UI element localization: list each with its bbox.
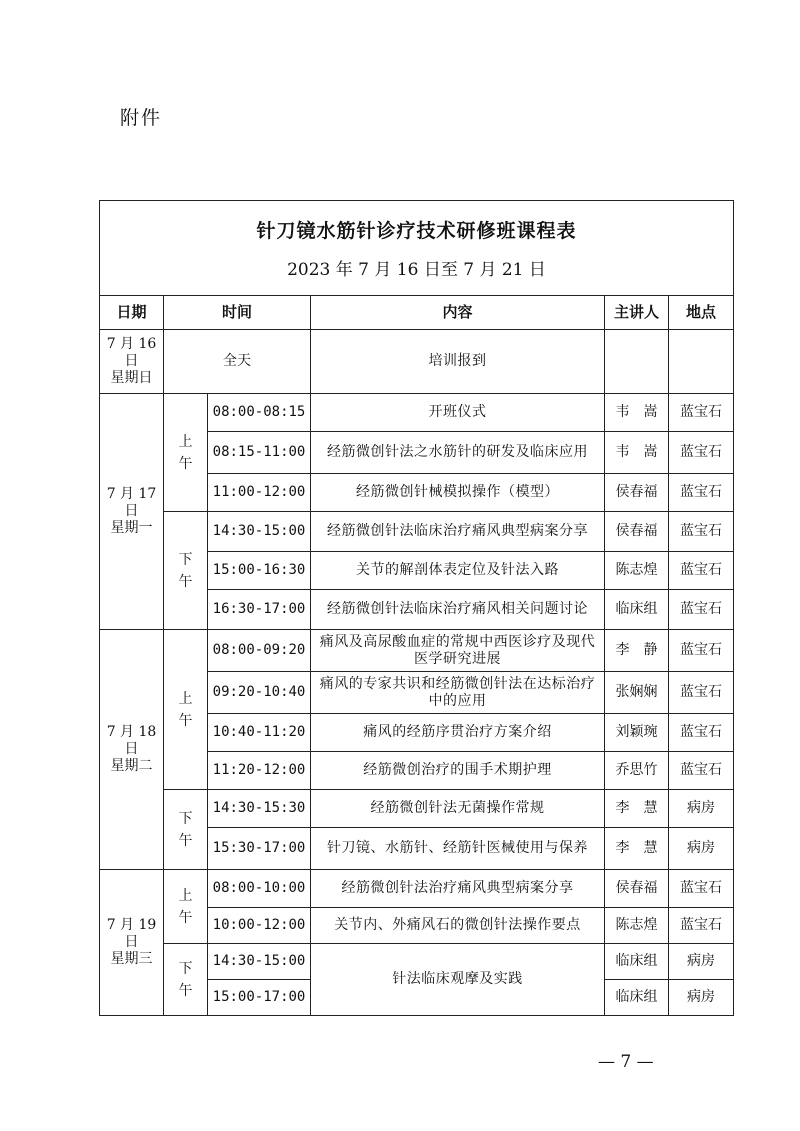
weekday: 星期二 (110, 758, 153, 774)
location-cell: 蓝宝石 (669, 590, 734, 630)
table-row (100, 394, 734, 432)
time-cell: 14:30-15:00 (208, 944, 311, 980)
lecturer-cell: 韦 嵩 (605, 394, 669, 432)
time-cell: 10:00-12:00 (208, 908, 311, 944)
time-cell: 09:20-10:40 (208, 672, 311, 714)
lecturer-cell: 临床组 (605, 980, 669, 1016)
table-title-row (100, 201, 734, 296)
date-cell (100, 870, 164, 1016)
lecturer-cell: 李 静 (605, 630, 669, 672)
period-morning: 上 午 (164, 630, 208, 790)
table-row (100, 330, 734, 394)
period-afternoon: 下 午 (164, 944, 208, 1016)
table-title-cell (100, 201, 734, 296)
table-row (100, 944, 734, 980)
table-row (100, 790, 734, 828)
location-cell (669, 330, 734, 394)
lecturer-cell: 乔思竹 (605, 752, 669, 790)
location-cell: 病房 (669, 828, 734, 870)
table-row (100, 630, 734, 672)
date-line: 日 (124, 741, 139, 757)
lecturer-cell: 侯春福 (605, 870, 669, 908)
date-cell (100, 330, 164, 394)
time-cell: 16:30-17:00 (208, 590, 311, 630)
period-morning: 上 午 (164, 394, 208, 512)
content-cell: 关节内、外痛风石的微创针法操作要点 (311, 908, 605, 944)
date-cell (100, 630, 164, 870)
content-cell: 经筋微创针法临床治疗痛风典型病案分享 (311, 512, 605, 552)
lecturer-cell: 陈志煌 (605, 908, 669, 944)
time-cell: 14:30-15:00 (208, 512, 311, 552)
content-cell: 经筋微创针械模拟操作（模型） (311, 474, 605, 512)
time-cell: 15:00-16:30 (208, 552, 311, 590)
content-cell: 经筋微创针法治疗痛风典型病案分享 (311, 870, 605, 908)
time-cell: 08:15-11:00 (208, 432, 311, 474)
date-line: 日 (124, 934, 139, 950)
location-cell: 蓝宝石 (669, 908, 734, 944)
date-line: 7 月 18 (106, 724, 157, 740)
location-cell: 蓝宝石 (669, 394, 734, 432)
location-cell: 蓝宝石 (669, 630, 734, 672)
schedule-title: 针刀镜水筋针诊疗技术研修班课程表 (256, 220, 577, 242)
location-cell: 蓝宝石 (669, 752, 734, 790)
time-cell: 08:00-09:20 (208, 630, 311, 672)
header-content: 内容 (311, 296, 605, 330)
location-cell: 病房 (669, 790, 734, 828)
weekday: 星期三 (110, 951, 153, 967)
header-location: 地点 (669, 296, 734, 330)
period-morning: 上 午 (164, 870, 208, 944)
date-cell (100, 394, 164, 630)
location-cell: 病房 (669, 980, 734, 1016)
lecturer-cell: 李 慧 (605, 828, 669, 870)
time-cell: 15:00-17:00 (208, 980, 311, 1016)
time-cell: 11:00-12:00 (208, 474, 311, 512)
content-cell: 经筋微创针法之水筋针的研发及临床应用 (311, 432, 605, 474)
weekday: 星期日 (110, 370, 153, 386)
lecturer-cell: 张娴娴 (605, 672, 669, 714)
content-cell: 经筋微创针法临床治疗痛风相关问题讨论 (311, 590, 605, 630)
content-cell: 经筋微创针法无菌操作常规 (311, 790, 605, 828)
header-date: 日期 (100, 296, 164, 330)
content-cell: 关节的解剖体表定位及针法入路 (311, 552, 605, 590)
time-cell: 08:00-08:15 (208, 394, 311, 432)
content-cell: 培训报到 (311, 330, 605, 394)
period-afternoon: 下 午 (164, 790, 208, 870)
table-row (100, 512, 734, 552)
lecturer-cell: 侯春福 (605, 474, 669, 512)
content-cell: 痛风的专家共识和经筋微创针法在达标治疗中的应用 (311, 672, 605, 714)
lecturer-cell: 临床组 (605, 590, 669, 630)
lecturer-cell: 李 慧 (605, 790, 669, 828)
header-lecturer: 主讲人 (605, 296, 669, 330)
location-cell: 蓝宝石 (669, 474, 734, 512)
content-cell: 经筋微创治疗的围手术期护理 (311, 752, 605, 790)
lecturer-cell: 陈志煌 (605, 552, 669, 590)
lecturer-cell (605, 330, 669, 394)
lecturer-cell: 刘颖琬 (605, 714, 669, 752)
page-number: — 7 — (598, 1052, 654, 1072)
lecturer-cell: 韦 嵩 (605, 432, 669, 474)
time-cell: 08:00-10:00 (208, 870, 311, 908)
date-line: 7 月 16 (106, 336, 157, 352)
content-cell: 痛风及高尿酸血症的常规中西医诊疗及现代医学研究进展 (311, 630, 605, 672)
content-cell: 痛风的经筋序贯治疗方案介绍 (311, 714, 605, 752)
weekday: 星期一 (110, 520, 153, 536)
course-schedule-table (99, 200, 734, 1016)
time-cell: 全天 (164, 330, 311, 394)
date-line: 日 (124, 503, 139, 519)
location-cell: 蓝宝石 (669, 512, 734, 552)
location-cell: 蓝宝石 (669, 870, 734, 908)
lecturer-cell: 临床组 (605, 944, 669, 980)
time-cell: 10:40-11:20 (208, 714, 311, 752)
content-cell: 针法临床观摩及实践 (311, 944, 605, 1016)
lecturer-cell: 侯春福 (605, 512, 669, 552)
header-time: 时间 (164, 296, 311, 330)
schedule-date-range: 2023 年 7 月 16 日至 7 月 21 日 (287, 260, 546, 280)
date-line: 日 (124, 353, 139, 369)
date-line: 7 月 19 (106, 917, 157, 933)
time-cell: 11:20-12:00 (208, 752, 311, 790)
content-cell: 针刀镜、水筋针、经筋针医械使用与保养 (311, 828, 605, 870)
table-header-row (100, 296, 734, 330)
period-afternoon: 下 午 (164, 512, 208, 630)
table-row (100, 870, 734, 908)
time-cell: 14:30-15:30 (208, 790, 311, 828)
location-cell: 病房 (669, 944, 734, 980)
location-cell: 蓝宝石 (669, 432, 734, 474)
date-line: 7 月 17 (106, 486, 157, 502)
location-cell: 蓝宝石 (669, 672, 734, 714)
content-cell: 开班仪式 (311, 394, 605, 432)
time-cell: 15:30-17:00 (208, 828, 311, 870)
location-cell: 蓝宝石 (669, 552, 734, 590)
location-cell: 蓝宝石 (669, 714, 734, 752)
attachment-label: 附件 (120, 107, 163, 129)
